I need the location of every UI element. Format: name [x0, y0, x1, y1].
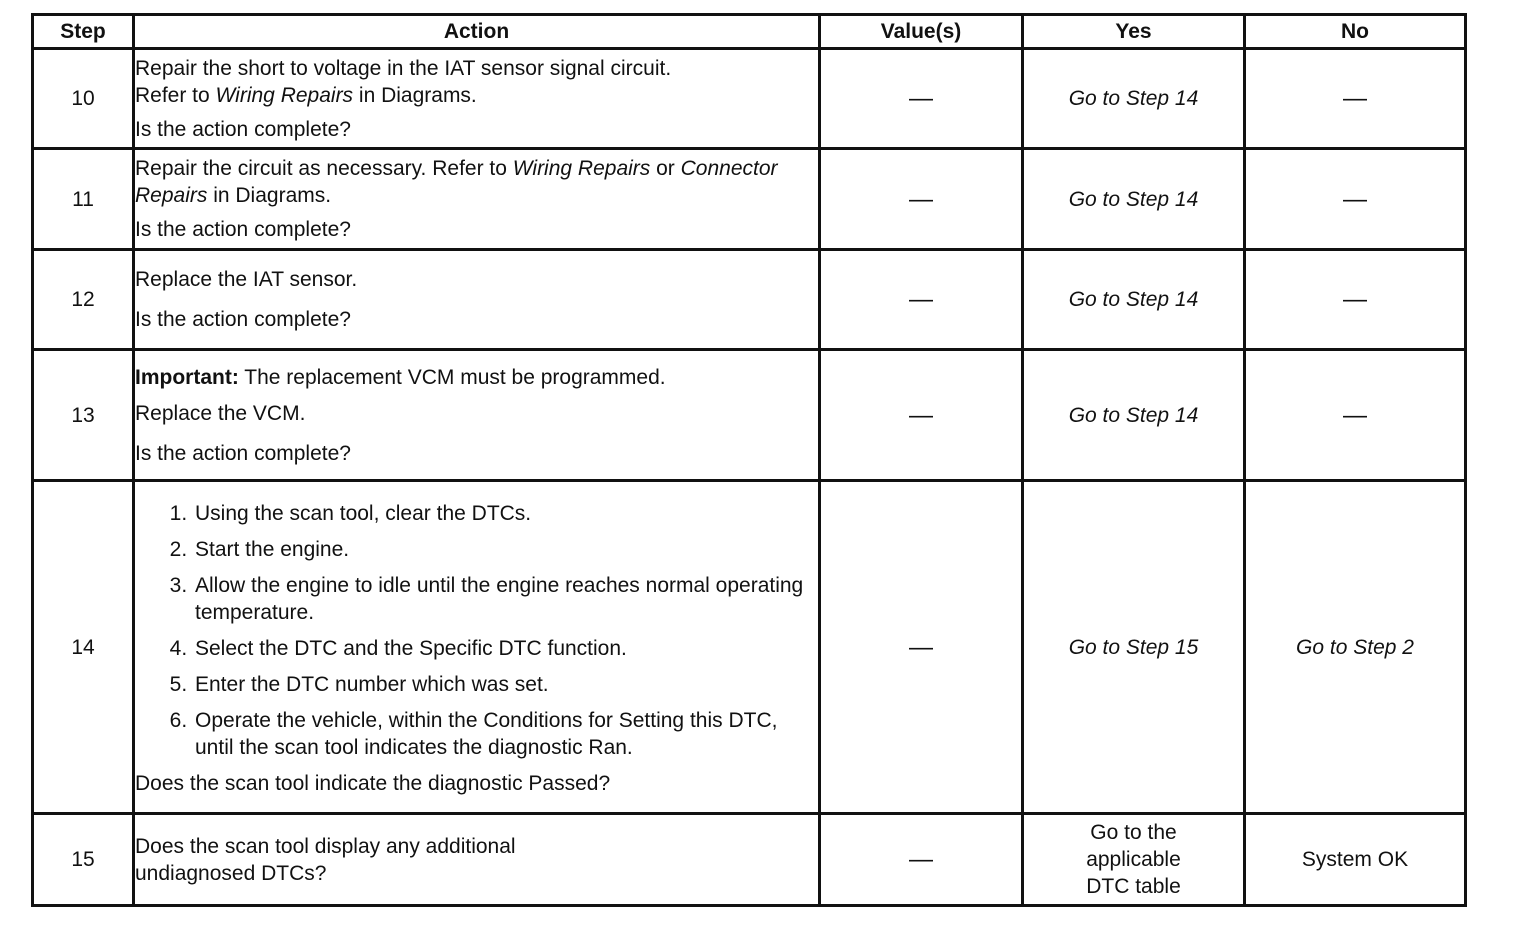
step-number: 13 [33, 350, 134, 481]
value-cell: — [820, 350, 1023, 481]
no-cell: — [1245, 250, 1466, 350]
table-row [33, 481, 1466, 814]
value-cell: — [820, 814, 1023, 906]
action-cell [134, 481, 820, 814]
yes-cell: Go to Step 14 [1023, 350, 1245, 481]
action-question: Does the scan tool indicate the diagnostic Passed? [135, 771, 611, 795]
procedure-list [135, 500, 818, 761]
action-text: Refer to Wiring Repairs in Diagrams. [135, 83, 477, 107]
table-row [33, 814, 1466, 906]
action-text: undiagnosed DTCs? [135, 861, 327, 885]
yes-cell [1023, 814, 1245, 906]
action-cell [134, 49, 820, 149]
action-cell [134, 814, 820, 906]
value-cell: — [820, 49, 1023, 149]
yes-line: Go to the [1090, 821, 1177, 844]
diagnostic-table [31, 13, 1467, 907]
action-text: Does the scan tool display any additional [135, 834, 516, 858]
table-row [33, 350, 1466, 481]
action-text: Repair the short to voltage in the IAT sensor signal circuit. [135, 56, 672, 80]
action-question: Is the action complete? [135, 441, 351, 465]
no-cell: — [1245, 149, 1466, 250]
list-item: 1. Using the scan tool, clear the DTCs. [193, 500, 818, 527]
reference-link: Wiring Repairs [512, 157, 651, 180]
table-row [33, 250, 1466, 350]
reference-link: Wiring Repairs [215, 83, 354, 107]
yes-cell: Go to Step 14 [1023, 250, 1245, 350]
list-item: 2. Start the engine. [193, 536, 818, 563]
yes-line: applicable [1086, 848, 1181, 871]
yes-cell: Go to Step 14 [1023, 149, 1245, 250]
header-no: No [1245, 15, 1466, 49]
action-cell [134, 350, 820, 481]
list-item: 6. Operate the vehicle, within the Conditions for Setting this DTC, until the scan tool indicates the diagnostic Ran. [193, 707, 818, 761]
action-cell [134, 149, 820, 250]
no-cell: Go to Step 2 [1245, 481, 1466, 814]
list-item: 5. Enter the DTC number which was set. [193, 671, 818, 698]
action-text: Replace the IAT sensor. [135, 268, 358, 291]
reference-link: Connector Repairs [135, 157, 778, 207]
action-text: Repair the circuit as necessary. Refer to Wiring Repairs or Connector Repairs in Diagrams. [135, 157, 778, 207]
header-row [33, 15, 1466, 49]
header-action: Action [134, 15, 820, 49]
header-values: Value(s) [820, 15, 1023, 49]
value-cell: — [820, 149, 1023, 250]
list-item: 4. Select the DTC and the Specific DTC function. [193, 635, 818, 662]
action-question: Is the action complete? [135, 308, 351, 331]
yes-cell: Go to Step 15 [1023, 481, 1245, 814]
header-yes: Yes [1023, 15, 1245, 49]
no-cell: — [1245, 49, 1466, 149]
step-number: 10 [33, 49, 134, 149]
action-cell [134, 250, 820, 350]
important-label: Important: [135, 365, 239, 389]
yes-line: DTC table [1086, 875, 1181, 898]
no-cell: — [1245, 350, 1466, 481]
step-number: 11 [33, 149, 134, 250]
important-note: Important: The replacement VCM must be programmed. [135, 365, 666, 389]
step-number: 14 [33, 481, 134, 814]
value-cell: — [820, 481, 1023, 814]
yes-cell: Go to Step 14 [1023, 49, 1245, 149]
action-question: Is the action complete? [135, 218, 351, 241]
value-cell: — [820, 250, 1023, 350]
step-number: 15 [33, 814, 134, 906]
table-row [33, 49, 1466, 149]
table-row [33, 149, 1466, 250]
action-text: Replace the VCM. [135, 401, 306, 425]
no-cell: System OK [1245, 814, 1466, 906]
list-item: 3. Allow the engine to idle until the engine reaches normal operating temperature. [193, 572, 818, 626]
step-number: 12 [33, 250, 134, 350]
action-question: Is the action complete? [135, 117, 351, 141]
header-step: Step [33, 15, 134, 49]
